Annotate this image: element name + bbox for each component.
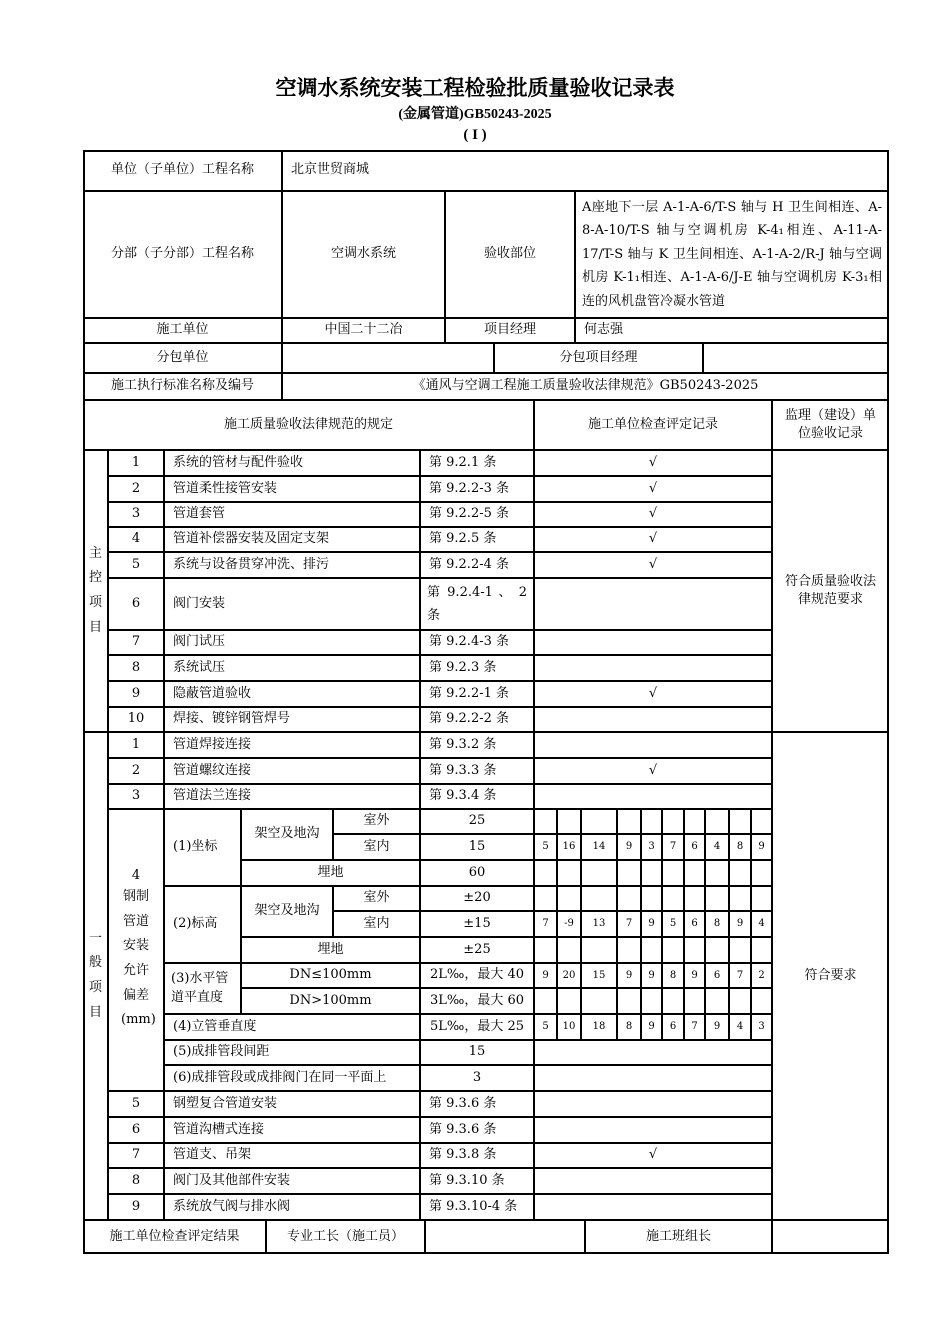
general-item-no: 6 xyxy=(108,1117,164,1143)
general-item-clause: 第 9.3.6 条 xyxy=(420,1117,534,1143)
measurement-cell[interactable]: 20 xyxy=(557,963,581,988)
level-label: (3)水平管道平直度 xyxy=(164,963,241,1014)
general-item-name: 管道支、吊架 xyxy=(164,1143,420,1168)
measurement-cell[interactable]: 5 xyxy=(534,1014,557,1040)
coord-label: (1)坐标 xyxy=(164,809,241,886)
measurement-cell[interactable]: 8 xyxy=(705,911,729,937)
measurement-cell[interactable]: 15 xyxy=(581,963,617,988)
main-item-name: 阀门安装 xyxy=(164,578,420,630)
measurement-cell[interactable]: 6 xyxy=(705,963,729,988)
plane-value: 3 xyxy=(420,1065,534,1091)
main-item-check[interactable]: √ xyxy=(534,450,772,476)
elev-label: (2)标高 xyxy=(164,886,241,963)
main-item-clause: 第 9.2.3 条 xyxy=(420,655,534,681)
measurement-cell[interactable]: 14 xyxy=(581,834,617,860)
main-item-name: 焊接、镀锌钢管焊号 xyxy=(164,707,420,732)
measurement-cell[interactable]: 9 xyxy=(641,911,662,937)
main-item-name: 系统与设备贯穿冲洗、排污 xyxy=(164,552,420,578)
main-item-check[interactable]: √ xyxy=(534,552,772,578)
page-subtitle: (金属管道)GB50243-2025 xyxy=(398,107,552,122)
main-item-clause: 第 9.2.1 条 xyxy=(420,450,534,476)
measurement-cell[interactable]: 5 xyxy=(534,834,557,860)
measurement-cell[interactable]: 18 xyxy=(581,1014,617,1040)
main-item-name: 系统的管材与配件验收 xyxy=(164,450,420,476)
check-column-header: 施工单位检查评定记录 xyxy=(534,400,772,450)
measurement-cell[interactable]: 7 xyxy=(617,911,641,937)
measurement-cell[interactable]: 9 xyxy=(751,834,772,860)
measurement-cell[interactable]: 4 xyxy=(751,911,772,937)
measurement-cell[interactable]: 8 xyxy=(662,963,684,988)
manager-value[interactable]: 何志强 xyxy=(575,318,889,343)
sub-manager-label: 分包项目经理 xyxy=(494,343,703,373)
level-small-label: DN≤100mm xyxy=(241,963,420,988)
vertical-label: (4)立管垂直度 xyxy=(164,1014,420,1040)
main-item-no: 3 xyxy=(108,502,164,527)
general-group-label: 一 般 项 目 xyxy=(83,732,108,1220)
elev-buried-label: 埋地 xyxy=(241,937,420,963)
main-item-no: 2 xyxy=(108,476,164,502)
coord-buried-label: 埋地 xyxy=(241,860,420,886)
main-item-no: 9 xyxy=(108,681,164,707)
elev-indoor-value: ±15 xyxy=(420,911,534,937)
general-item-clause: 第 9.3.4 条 xyxy=(420,784,534,809)
result-label: 施工单位检查评定结果 xyxy=(83,1220,266,1254)
standard-value[interactable]: 《通风与空调工程施工质量验收法律规范》GB50243-2025 xyxy=(282,373,889,400)
constructor-value[interactable]: 中国二十二冶 xyxy=(282,318,445,343)
general-item-no: 3 xyxy=(108,784,164,809)
main-item-no: 8 xyxy=(108,655,164,681)
measurement-cell[interactable]: 9 xyxy=(641,963,662,988)
measurement-cell[interactable]: 9 xyxy=(729,911,751,937)
general-item-no: 8 xyxy=(108,1168,164,1194)
main-item-check[interactable]: √ xyxy=(534,527,772,552)
main-item-name: 系统试压 xyxy=(164,655,420,681)
sub-project-label: 分部（子分部）工程名称 xyxy=(83,191,282,318)
main-item-clause: 第 9.2.4-3 条 xyxy=(420,630,534,655)
coord-indoor-value: 15 xyxy=(420,834,534,860)
subcontractor-label: 分包单位 xyxy=(83,343,282,373)
measurement-cell[interactable]: 4 xyxy=(729,1014,751,1040)
main-item-clause: 第 9.2.2-4 条 xyxy=(420,552,534,578)
level-small-value: 2L‰，最大 40 xyxy=(420,963,534,988)
general-item-name: 管道螺纹连接 xyxy=(164,758,420,784)
main-item-check[interactable]: √ xyxy=(534,681,772,707)
unit-name-value[interactable]: 北京世贸商城 xyxy=(282,150,889,191)
spacing-label: (5)成排管段间距 xyxy=(164,1040,420,1065)
page-title: 空调水系统安装工程检验批质量验收记录表 xyxy=(275,76,675,100)
main-item-no: 4 xyxy=(108,527,164,552)
elev-indoor-label: 室内 xyxy=(333,911,420,937)
level-large-value: 3L‰，最大 60 xyxy=(420,988,534,1014)
measurement-cell[interactable]: 3 xyxy=(641,834,662,860)
general-item-no: 2 xyxy=(108,758,164,784)
elev-buried-value: ±25 xyxy=(420,937,534,963)
coord-overhead-label: 架空及地沟 xyxy=(241,809,333,860)
coord-indoor-label: 室内 xyxy=(333,834,420,860)
main-supervisor-result[interactable]: 符合质量验收法律规范要求 xyxy=(772,450,889,732)
general-item-no: 7 xyxy=(108,1143,164,1168)
measurement-cell[interactable]: 7 xyxy=(662,834,684,860)
coord-buried-value: 60 xyxy=(420,860,534,886)
plane-label: (6)成排管段或成排阀门在同一平面上 xyxy=(164,1065,420,1091)
main-item-clause: 第 9.2.5 条 xyxy=(420,527,534,552)
spacing-value: 15 xyxy=(420,1040,534,1065)
measurement-cell[interactable]: 7 xyxy=(684,1014,705,1040)
measurement-cell[interactable]: 4 xyxy=(705,834,729,860)
measurement-cell[interactable]: 9 xyxy=(617,963,641,988)
measurement-cell[interactable]: 6 xyxy=(684,911,705,937)
form-number: ( I ) xyxy=(463,127,487,143)
general-item-name: 管道沟槽式连接 xyxy=(164,1117,420,1143)
main-item-name: 管道补偿器安装及固定支架 xyxy=(164,527,420,552)
main-item-no: 1 xyxy=(108,450,164,476)
general-item-clause: 第 9.3.2 条 xyxy=(420,732,534,758)
general-item-no: 5 xyxy=(108,1091,164,1117)
general-item-no: 9 xyxy=(108,1194,164,1220)
main-item-clause: 第 9.2.2-3 条 xyxy=(420,476,534,502)
leader-label: 施工班组长 xyxy=(585,1220,772,1254)
main-item-no: 6 xyxy=(108,578,164,630)
measurement-cell[interactable]: 7 xyxy=(534,911,557,937)
main-item-clause: 第 9.2.2-5 条 xyxy=(420,502,534,527)
measurement-cell[interactable]: 8 xyxy=(617,1014,641,1040)
sub-project-value[interactable]: 空调水系统 xyxy=(282,191,445,318)
measurement-cell[interactable]: 10 xyxy=(557,1014,581,1040)
measurement-cell[interactable]: 9 xyxy=(684,963,705,988)
general-item-name: 管道法兰连接 xyxy=(164,784,420,809)
main-control-group-label: 主 控 项 目 xyxy=(83,450,108,732)
general-item-clause: 第 9.3.10-4 条 xyxy=(420,1194,534,1220)
measurement-cell[interactable]: -9 xyxy=(557,911,581,937)
measurement-cell[interactable]: 9 xyxy=(705,1014,729,1040)
general-item-clause: 第 9.3.3 条 xyxy=(420,758,534,784)
vertical-value: 5L‰，最大 25 xyxy=(420,1014,534,1040)
general-item-name: 系统放气阀与排水阀 xyxy=(164,1194,420,1220)
general-item-check[interactable]: √ xyxy=(534,758,772,784)
measurement-cell[interactable]: 5 xyxy=(662,911,684,937)
main-item-no: 5 xyxy=(108,552,164,578)
measurement-cell[interactable]: 9 xyxy=(641,1014,662,1040)
coord-outdoor-value: 25 xyxy=(420,809,534,834)
measurement-cell[interactable]: 16 xyxy=(557,834,581,860)
elev-overhead-label: 架空及地沟 xyxy=(241,886,333,937)
elev-outdoor-label: 室外 xyxy=(333,886,420,911)
main-item-name: 阀门试压 xyxy=(164,630,420,655)
main-item-check[interactable]: √ xyxy=(534,502,772,527)
main-item-name: 管道柔性接管安装 xyxy=(164,476,420,502)
general-item-check[interactable]: √ xyxy=(534,1143,772,1168)
measurement-cell[interactable]: 8 xyxy=(729,834,751,860)
general-supervisor-result[interactable]: 符合要求 xyxy=(772,732,889,1220)
general-item-name: 钢塑复合管道安装 xyxy=(164,1091,420,1117)
coord-outdoor-label: 室外 xyxy=(333,809,420,834)
measurement-cell[interactable]: 2 xyxy=(751,963,772,988)
constructor-label: 施工单位 xyxy=(83,318,282,343)
measurement-cell[interactable]: 9 xyxy=(617,834,641,860)
main-item-name: 管道套管 xyxy=(164,502,420,527)
measurement-cell[interactable]: 13 xyxy=(581,911,617,937)
general-item-no: 1 xyxy=(108,732,164,758)
deviation-item-no: 4 xyxy=(131,867,141,883)
general-item-clause: 第 9.3.8 条 xyxy=(420,1143,534,1168)
foreman-label: 专业工长（施工员） xyxy=(266,1220,425,1254)
main-item-clause: 第 9.2.4-1 、 2 条 xyxy=(420,578,534,630)
main-item-name: 隐蔽管道验收 xyxy=(164,681,420,707)
main-item-clause: 第 9.2.2-2 条 xyxy=(420,707,534,732)
general-item-clause: 第 9.3.10 条 xyxy=(420,1168,534,1194)
deviation-item-title: 钢制管道安装允许偏差(mm) xyxy=(121,889,156,1028)
supervisor-column-header: 监理（建设）单位验收记录 xyxy=(772,400,889,450)
manager-label: 项目经理 xyxy=(445,318,575,343)
measurement-cell[interactable]: 6 xyxy=(684,834,705,860)
location-text: A座地下一层 A-1-A-6/T-S 轴与 H 卫生间相连、A-8-A-10/T-S 轴与空调机房 K-4₁相连、A-11-A-17/T-S 轴与 K 卫生间相连、A-1-A-2/R-J 轴与空调机房 K-1₁相连、A-1-A-6/J-E 轴与空调机房 K-3₁相连的风机盘管冷凝水管道 xyxy=(582,200,882,309)
general-item-clause: 第 9.3.6 条 xyxy=(420,1091,534,1117)
spec-column-header: 施工质量验收法律规范的规定 xyxy=(83,400,534,450)
main-item-no: 7 xyxy=(108,630,164,655)
measurement-cell[interactable]: 3 xyxy=(751,1014,772,1040)
measurement-cell[interactable]: 9 xyxy=(534,963,557,988)
standard-label: 施工执行标准名称及编号 xyxy=(83,373,282,400)
general-item-name: 管道焊接连接 xyxy=(164,732,420,758)
main-item-clause: 第 9.2.2-1 条 xyxy=(420,681,534,707)
table-outer-border xyxy=(83,150,889,1254)
elev-outdoor-value: ±20 xyxy=(420,886,534,911)
general-item-name: 阀门及其他部件安装 xyxy=(164,1168,420,1194)
location-label: 验收部位 xyxy=(445,191,575,318)
main-item-check[interactable]: √ xyxy=(534,476,772,502)
unit-name-label: 单位（子单位）工程名称 xyxy=(83,150,282,191)
measurement-cell[interactable]: 7 xyxy=(729,963,751,988)
level-large-label: DN>100mm xyxy=(241,988,420,1014)
main-item-no: 10 xyxy=(108,707,164,732)
measurement-cell[interactable]: 6 xyxy=(662,1014,684,1040)
